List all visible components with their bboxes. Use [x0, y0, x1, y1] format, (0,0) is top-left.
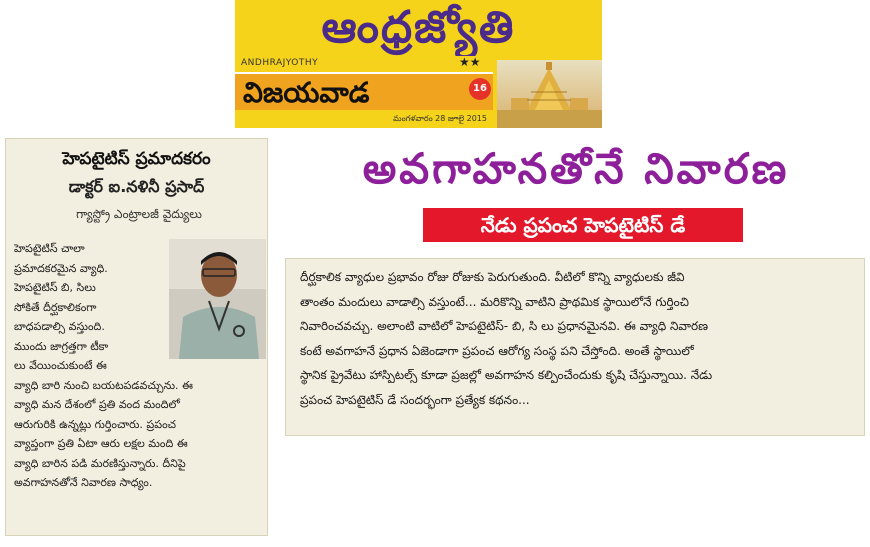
doctor-photo	[169, 239, 266, 359]
sidebar-line: ఆరుగురికి ఉన్నట్లు గుర్తించారు. ప్రపంచ	[14, 417, 177, 431]
newspaper-masthead	[235, 0, 602, 128]
sidebar-author-role: గ్యాస్ట్రో ఎంట్రాలజీ వైద్యులు	[76, 207, 202, 221]
sidebar-body-top	[14, 239, 193, 395]
intro-line: కంటే అవగాహనే ప్రధాన ఏజెండాగా ప్రపంచ ఆరోగ్య సంస్థ పని చేస్తోంది. అంతే స్థాయిలో	[300, 343, 694, 358]
sidebar-body-bottom	[14, 395, 262, 493]
temple-icon	[497, 60, 602, 128]
main-headline: అవగాహనతోనే నివారణ	[362, 144, 790, 193]
page-number-badge: 16	[469, 78, 491, 100]
sidebar-line: వ్యాధి మన దేశంలో ప్రతి వంద మందిలో	[14, 398, 180, 411]
subheadline-banner: నేడు ప్రపంచ హెపటైటిస్ డే	[423, 208, 743, 242]
intro-line: దీర్ఘకాలిక వ్యాధుల ప్రభావం రోజు రోజుకు పెరుగుతుంది. వీటిలో కొన్ని వ్యాధులకు జీవి	[300, 270, 685, 284]
sidebar-line: ప్రమాదకరమైన వ్యాధి.	[14, 261, 108, 275]
newspaper-subtitle: ANDHRAJYOTHY	[241, 58, 319, 68]
sidebar-title: హెపటైటిస్ ప్రమాదకరం	[62, 149, 211, 169]
sidebar-line: హెపటైటిస్ చాలా	[14, 242, 85, 255]
issue-date: మంగళవారం 28 జూలై 2015	[235, 110, 493, 128]
sidebar-line: సోకితే దీర్ఘకాలికంగా	[14, 300, 97, 314]
sidebar-line: లు వేయించుకుంటే ఈ	[14, 359, 107, 372]
city-banner	[235, 72, 493, 112]
sidebar-article	[5, 138, 268, 536]
intro-line: స్థానిక ప్రైవేటు హాస్పిటల్స్ కూడా ప్రజల్లో అవగాహన కల్పించేందుకు కృషి చేస్తున్నాయి. నేడు	[300, 368, 713, 382]
intro-text	[300, 265, 852, 412]
intro-box	[285, 258, 865, 436]
city-name: విజయవాడ	[243, 76, 370, 109]
intro-line: నివారించవచ్చు. అలాంటి వాటిలో హెపటైటిస్- బి, సి లు ప్రధానమైనవి. ఈ వ్యాధి నివారణ	[300, 319, 709, 333]
sidebar-line: హెపటైటిస్ బి, సిలు	[14, 281, 96, 294]
sidebar-author: డాక్టర్ ఐ.నళినీ ప్రసాద్	[68, 177, 205, 196]
newspaper-title: ఆంధ్రజ్యోతి	[321, 2, 516, 53]
sidebar-line: బాధపడాల్సి వస్తుంది.	[14, 320, 105, 333]
sidebar-line: వ్యాధి బారిన పడి మరణిస్తున్నారు. దీనిపై	[14, 456, 186, 470]
edition-stars: ★★	[459, 55, 481, 69]
sidebar-line: వ్యాధి బారి నుంచి బయటపడవచ్చును. ఈ	[14, 378, 193, 392]
intro-line: ప్రపంచ హెపటైటిస్ డే సందర్భంగా ప్రత్యేక కథనం...	[300, 392, 530, 407]
intro-line: తాంతం మందులు వాడాల్సి వస్తుంటే... మరికొన్ని వాటిని ప్రాథమిక స్థాయిలోనే గుర్తించి	[300, 294, 689, 309]
sidebar-line: వ్యాప్తంగా ప్రతి ఏటా ఆరు లక్షల మంది ఈ	[14, 437, 188, 450]
sidebar-line: అవగాహనతోనే నివారణ సాధ్యం.	[14, 476, 153, 489]
sidebar-line: ముందు జాగ్రత్తగా టీకా	[14, 339, 109, 353]
